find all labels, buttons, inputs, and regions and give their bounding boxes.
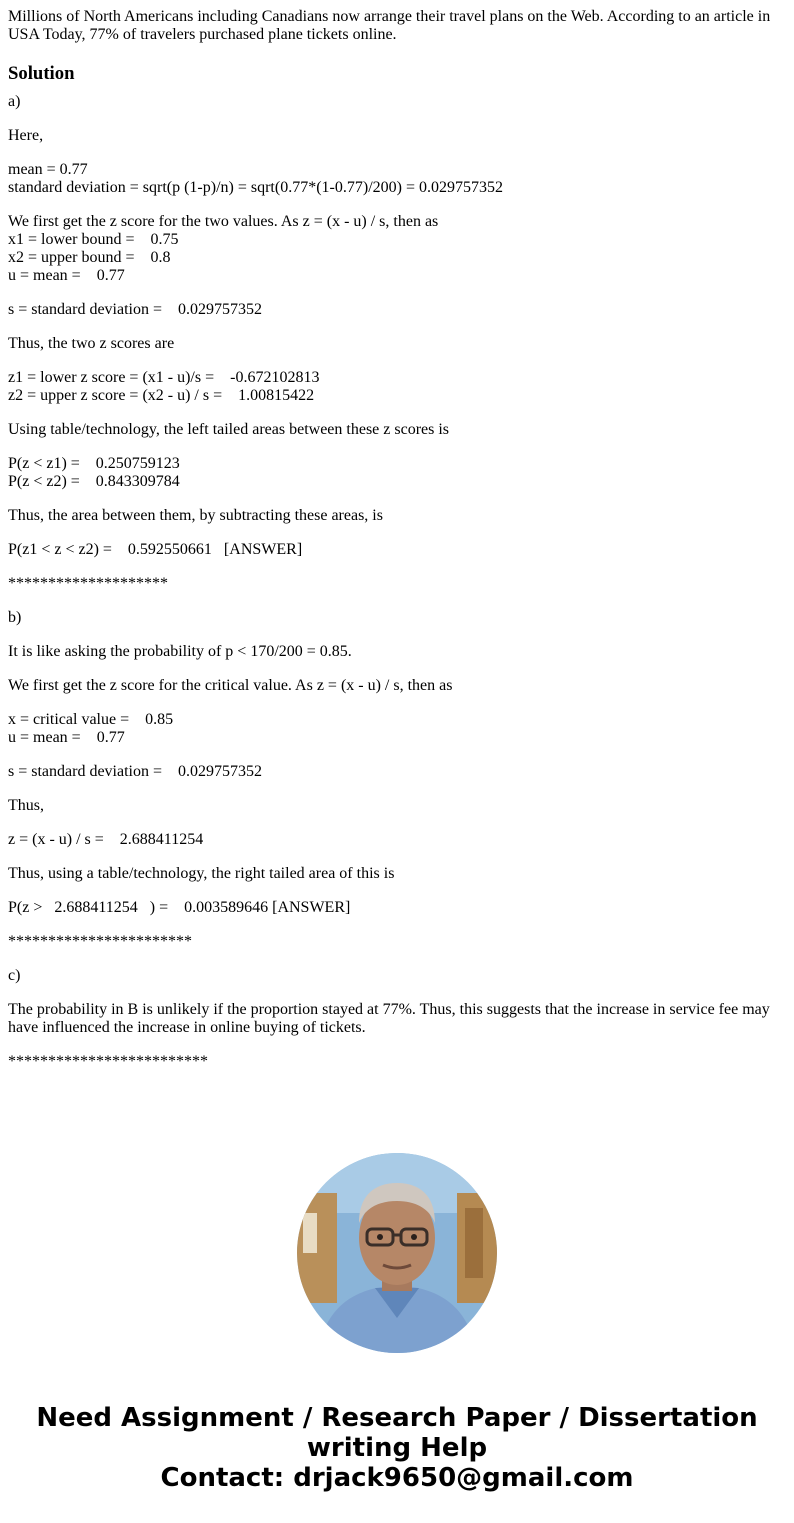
zscore-intro-line: We first get the z score for the two values. As z = (x - u) / s, then as: [8, 213, 439, 230]
part-a-inputs: [8, 213, 786, 285]
z2-line: z2 = upper z score = (x2 - u) / s = 1.00815422: [8, 387, 315, 404]
part-c-stars: *************************: [8, 1053, 208, 1070]
z1-line: z1 = lower z score = (x1 - u)/s = -0.672102813: [8, 369, 320, 386]
part-b-thus: Thus,: [8, 797, 44, 814]
part-a-zscores: [8, 369, 786, 405]
part-b-s: s = standard deviation = 0.029757352: [8, 763, 263, 780]
part-b-right-line: Thus, using a table/technology, the right tailed area of this is: [8, 865, 395, 882]
mean-line: mean = 0.77: [8, 161, 88, 178]
part-a-answer: P(z1 < z < z2) = 0.592550661 [ANSWER]: [8, 541, 303, 558]
part-a-probabilities: [8, 455, 786, 491]
part-a-thus-two: Thus, the two z scores are: [8, 335, 175, 352]
part-a-area-line: Thus, the area between them, by subtracting these areas, is: [8, 507, 383, 524]
part-b-inputs: [8, 711, 786, 747]
part-c-text: The probability in B is unlikely if the proportion stayed at 77%. Thus, this suggests that the increase in service fee may have influenced the increase in online buying of tickets.: [8, 1001, 770, 1036]
s-line: s = standard deviation = 0.029757352: [8, 301, 263, 318]
pz2-line: P(z < z2) = 0.843309784: [8, 473, 180, 490]
u-line: u = mean = 0.77: [8, 267, 125, 284]
promo-line-1: Need Assignment / Research Paper / Dissertation: [36, 1403, 758, 1433]
part-b-answer: P(z > 2.688411254 ) = 0.003589646 [ANSWER]: [8, 899, 351, 916]
part-a-table-line: Using table/technology, the left tailed areas between these z scores is: [8, 421, 450, 438]
document-body: [8, 8, 786, 1087]
part-a-stars: ********************: [8, 575, 168, 592]
part-a-s: [8, 301, 786, 319]
part-b-label: b): [8, 609, 22, 626]
author-photo-illustration: [297, 1153, 497, 1353]
x2-line: x2 = upper bound = 0.8: [8, 249, 171, 266]
part-a-mean-sd: [8, 161, 786, 197]
part-b-like-line: It is like asking the probability of p < 170/200 = 0.85.: [8, 643, 352, 660]
author-photo: [297, 1153, 497, 1353]
promo-contact: Contact: drjack9650@gmail.com: [160, 1463, 634, 1493]
u-line-b: u = mean = 0.77: [8, 729, 125, 746]
pz1-line: P(z < z1) = 0.250759123: [8, 455, 180, 472]
x1-line: x1 = lower bound = 0.75: [8, 231, 179, 248]
part-a-here: Here,: [8, 127, 44, 144]
intro-paragraph: Millions of North Americans including Canadians now arrange their travel plans on the Web. According to an article in USA Today, 77% of travelers purchased plane tickets online.: [8, 8, 771, 43]
part-b-z: z = (x - u) / s = 2.688411254: [8, 831, 204, 848]
part-c-label: c): [8, 967, 21, 984]
sd-line: standard deviation = sqrt(p (1-p)/n) = sqrt(0.77*(1-0.77)/200) = 0.029757352: [8, 179, 503, 196]
promo-banner: [0, 1403, 794, 1493]
part-b-zscore-intro: We first get the z score for the critical value. As z = (x - u) / s, then as: [8, 677, 453, 694]
part-b-stars: ***********************: [8, 933, 192, 950]
x-line: x = critical value = 0.85: [8, 711, 174, 728]
part-a-label: a): [8, 93, 21, 110]
promo-line-2: writing Help: [306, 1433, 488, 1463]
solution-heading: Solution: [8, 63, 75, 84]
